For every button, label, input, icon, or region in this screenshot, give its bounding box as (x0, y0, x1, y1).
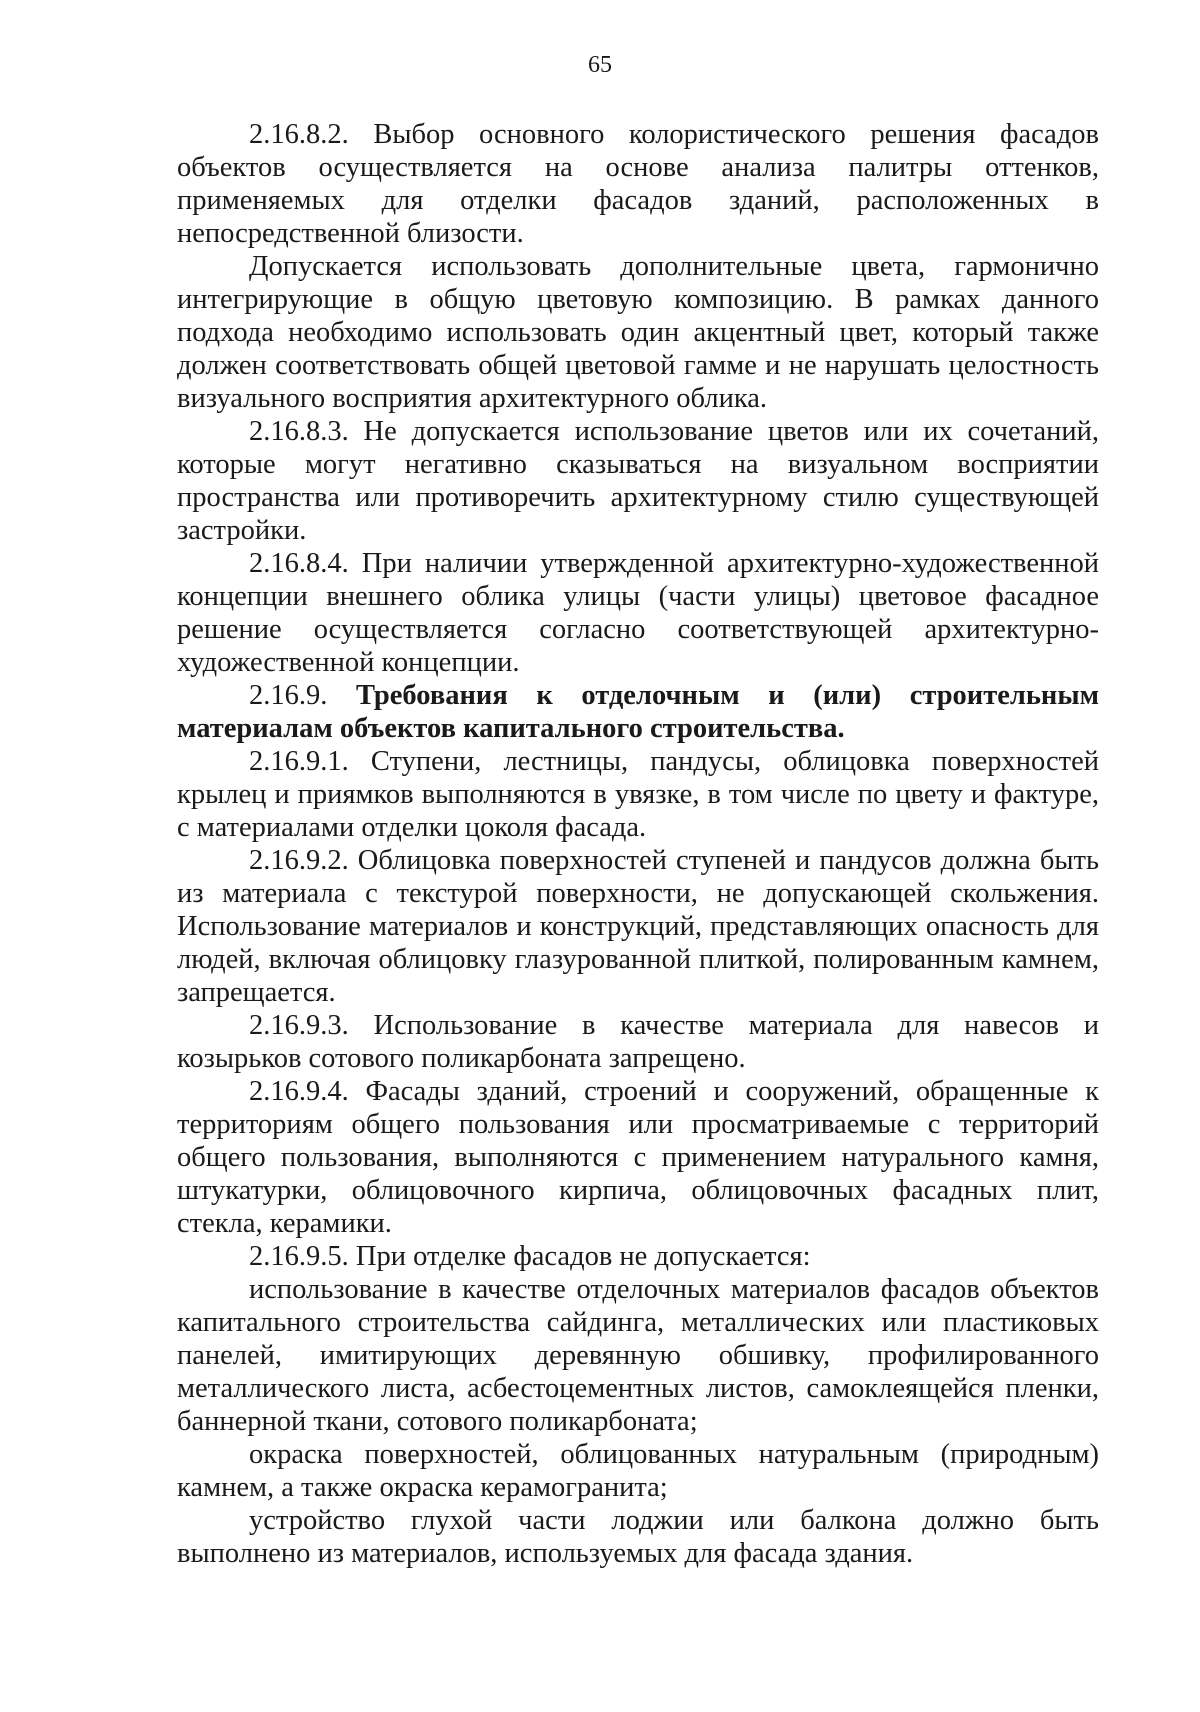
paragraph-2-16-9-5: 2.16.9.5. При отделке фасадов не допускается: (249, 1241, 811, 1272)
section-title: Требования к отделочным и (или) строительным материалам объектов капитального строительства. (177, 680, 1100, 744)
paragraph-2-16-8-3: 2.16.8.3. Не допускается использование цветов или их сочетаний, которые могут негативно сказываться на визуальном восприятии пространства или противоречить архитектурному стилю существующей застройки. (177, 416, 1099, 546)
section-number: 2.16.9. (249, 680, 328, 711)
paragraph-2-16-9-2: 2.16.9.2. Облицовка поверхностей ступеней и пандусов должна быть из материала с текстурой поверхности, не допускающей скольжения. Использование материалов и конструкций, представляющих опасность для людей, включая облицовку глазурованной плиткой, полированным камнем, запрещается. (177, 845, 1099, 1008)
list-item-cladding-materials: использование в качестве отделочных материалов фасадов объектов капитального строительства сайдинга, металлических или пластиковых панелей, имитирующих деревянную обшивку, профилированного металлического листа, асбестоцементных листов, самоклеящейся пленки, баннерной ткани, сотового поликарбоната; (177, 1274, 1099, 1437)
list-item-stone-painting: окраска поверхностей, облицованных натуральным (природным) камнем, а также окраска керамогранита; (177, 1439, 1099, 1503)
section-heading-2-16-9 (177, 679, 1099, 745)
page-number: 65 (588, 52, 612, 78)
paragraph-2-16-9-4: 2.16.9.4. Фасады зданий, строений и сооружений, обращенные к территориям общего пользования или просматриваемые с территорий общего пользования, выполняются с применением натурального камня, штукатурки, облицовочного кирпича, облицовочных фасадных плит, стекла, керамики. (177, 1076, 1099, 1239)
paragraph-2-16-8-4: 2.16.8.4. При наличии утвержденной архитектурно-художественной концепции внешнего облика улицы (части улицы) цветовое фасадное решение осуществляется согласно соответствующей архитектурно-художественной концепции. (177, 548, 1099, 678)
paragraph-2-16-9-3: 2.16.9.3. Использование в качестве материала для навесов и козырьков сотового поликарбоната запрещено. (177, 1010, 1099, 1074)
document-body (177, 118, 1099, 1570)
paragraph-additional-colors: Допускается использовать дополнительные цвета, гармонично интегрирующие в общую цветовую композицию. В рамках данного подхода необходимо использовать один акцентный цвет, который также должен соответствовать общей цветовой гамме и не нарушать целостность визуального восприятия архитектурного облика. (177, 251, 1099, 414)
paragraph-2-16-8-2: 2.16.8.2. Выбор основного колористического решения фасадов объектов осуществляется на основе анализа палитры оттенков, применяемых для отделки фасадов зданий, расположенных в непосредственной близости. (177, 119, 1099, 249)
list-item-loggia-balcony: устройство глухой части лоджии или балкона должно быть выполнено из материалов, используемых для фасада здания. (177, 1505, 1099, 1569)
paragraph-2-16-9-1: 2.16.9.1. Ступени, лестницы, пандусы, облицовка поверхностей крылец и приямков выполняются в увязке, в том числе по цвету и фактуре, с материалами отделки цоколя фасада. (177, 746, 1099, 843)
